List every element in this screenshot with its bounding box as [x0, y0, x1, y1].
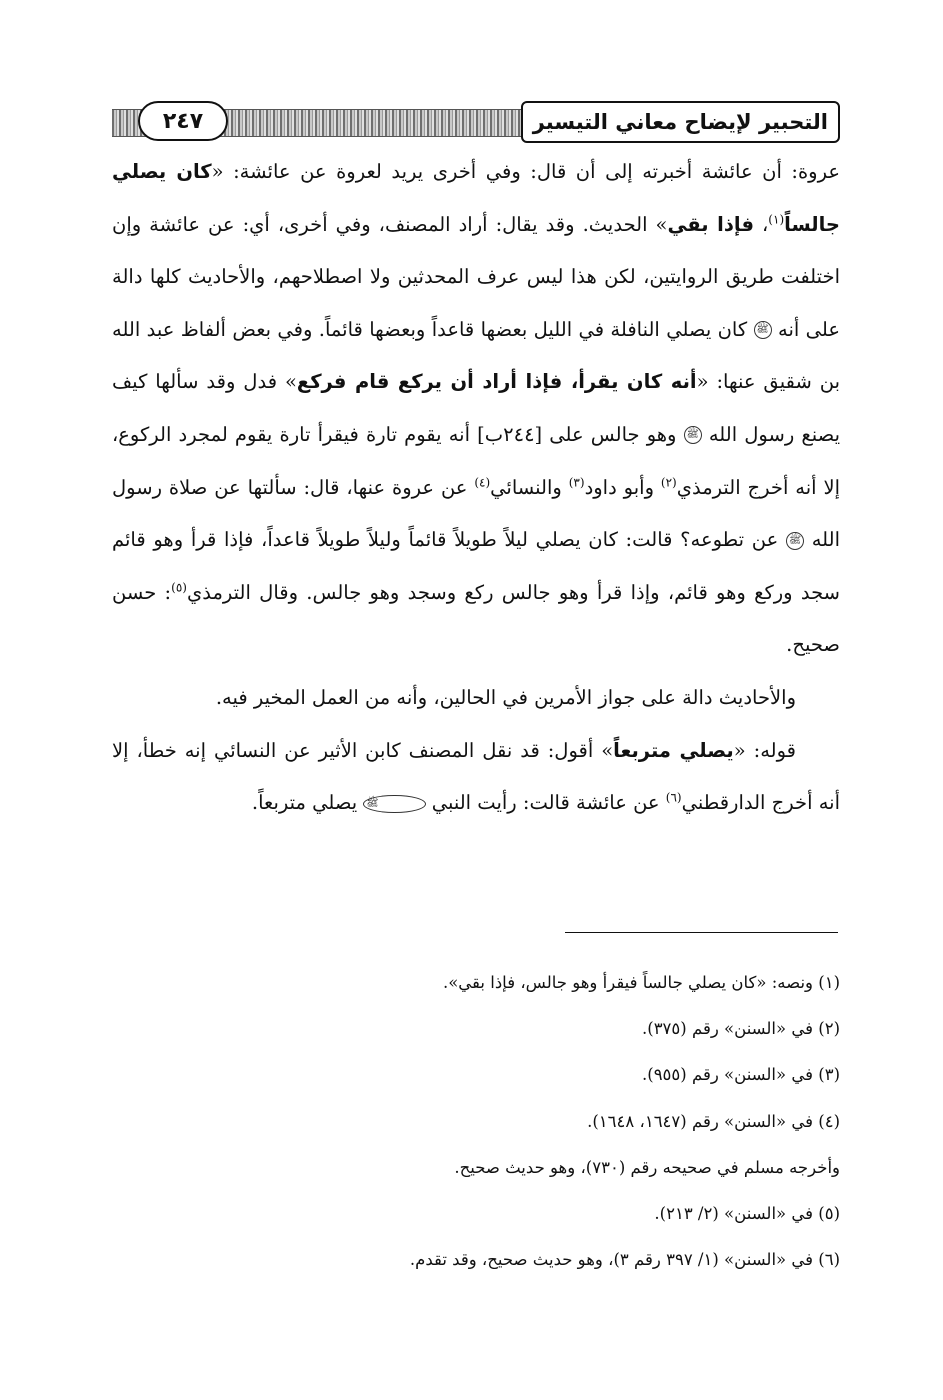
text-run: » الحديث. وقد يقال: أراد المصنف، وفي أخرى، أي: عن عائشة وإن اختلفت طريق الروايتين، لكن هذا ليس عرف المحدثين ولا اصطلاحهم، والأحاديث كلها دالة على أنه: [112, 212, 840, 341]
text-run: » أقول: قد نقل المصنف كابن الأثير عن النسائي إنه خطأ، إلا أنه أخرج الدارقطني: [112, 738, 840, 815]
text-run: والنسائي: [490, 475, 569, 499]
footnote-4: (٤) في «السنن» رقم (١٦٤٧، ١٦٤٨).: [587, 1111, 840, 1131]
text-run: عروة: أن عائشة أخبرته إلى أن قال: وفي أخرى يريد لعروة عن عائشة: «: [211, 160, 840, 183]
hadith-quote: كان يصلي جالساً: [112, 160, 840, 236]
hadith-quote: يصلي متربعاً: [613, 738, 734, 762]
hadith-quote: أنه كان يقرأ، فإذا أراد أن يركع قام فركع: [296, 370, 697, 394]
footnote-ref-1: (١): [768, 212, 785, 227]
text-run: : حسن صحيح.: [112, 580, 840, 657]
text-run: عن عروة عنها، قال: سألتها عن صلاة رسول الله: [112, 475, 840, 552]
book-title: التحبير لإيضاح معاني التيسير: [521, 101, 840, 143]
salawat-icon: ﷺ: [754, 321, 772, 339]
text-run: وأبو داود: [584, 475, 661, 499]
footnote-2: (٢) في «السنن» رقم (٣٧٥).: [642, 1019, 840, 1039]
footnote-separator: [565, 932, 838, 933]
text-run: ،: [753, 212, 769, 236]
salawat-icon: ﷺ: [363, 795, 425, 813]
main-text: [112, 146, 840, 830]
footnote-ref-2: (٢): [660, 475, 677, 490]
paragraph-3: [112, 725, 840, 830]
footnotes: [112, 960, 840, 1283]
running-header: [112, 97, 840, 145]
text-run: كان يصلي النافلة في الليل بعضها قاعداً وبعضها قائماً. وفي بعض ألفاظ عبد الله بن شقيق عنها: «: [112, 317, 840, 394]
text-run: وهو جالس على [٢٤٤ب] أنه يقوم تارة فيقرأ تارة يقوم لمجرد الركوع، إلا أنه أخرج الترمذي: [112, 422, 841, 499]
footnote-4-continued: وأخرجه مسلم في صحيحه رقم (٧٣٠)، وهو حديث صحيح.: [454, 1157, 840, 1177]
salawat-icon: ﷺ: [786, 532, 804, 550]
text-run: » فدل وقد سألها كيف يصنع رسول الله: [112, 370, 840, 446]
text-run: عن عائشة قالت: رأيت النبي: [425, 791, 666, 815]
salawat-icon: ﷺ: [684, 426, 702, 444]
text-run: عن تطوعه؟ قالت: كان يصلي ليلاً طويلاً قائماً وليلاً طويلاً قاعداً، فإذا قرأ وهو قائم سجد وركع وهو قائم، وإذا قرأ وهو جالس ركع وسجد وهو جالس. وقال الترمذي: [112, 528, 841, 604]
footnote-5: (٥) في «السنن» (٢/ ٢١٣).: [654, 1204, 840, 1224]
text-run: يصلي متربعاً.: [251, 791, 364, 815]
text-run: قوله: «: [733, 738, 796, 762]
footnote-ref-5: (٥): [171, 580, 187, 595]
footnote-ref-3: (٣): [568, 475, 585, 490]
hadith-quote: فإذا بقي: [667, 212, 754, 236]
paragraph-2: والأحاديث دالة على جواز الأمرين في الحالين، وأنه من العمل المخير فيه.: [215, 685, 796, 709]
footnote-ref-6: (٦): [665, 790, 682, 805]
footnote-1: (١) ونصه: «كان يصلي جالساً فيقرأ وهو جالس، فإذا بقي».: [442, 973, 840, 992]
page-number: ٢٤٧: [138, 101, 228, 141]
footnote-ref-4: (٤): [474, 475, 491, 490]
footnote-3: (٣) في «السنن» رقم (٩٥٥).: [642, 1065, 840, 1085]
footnote-6: (٦) في «السنن» (١/ ٣٩٧ رقم ٣)، وهو حديث صحيح، وقد تقدم.: [409, 1250, 840, 1270]
paragraph-1: [112, 146, 840, 672]
